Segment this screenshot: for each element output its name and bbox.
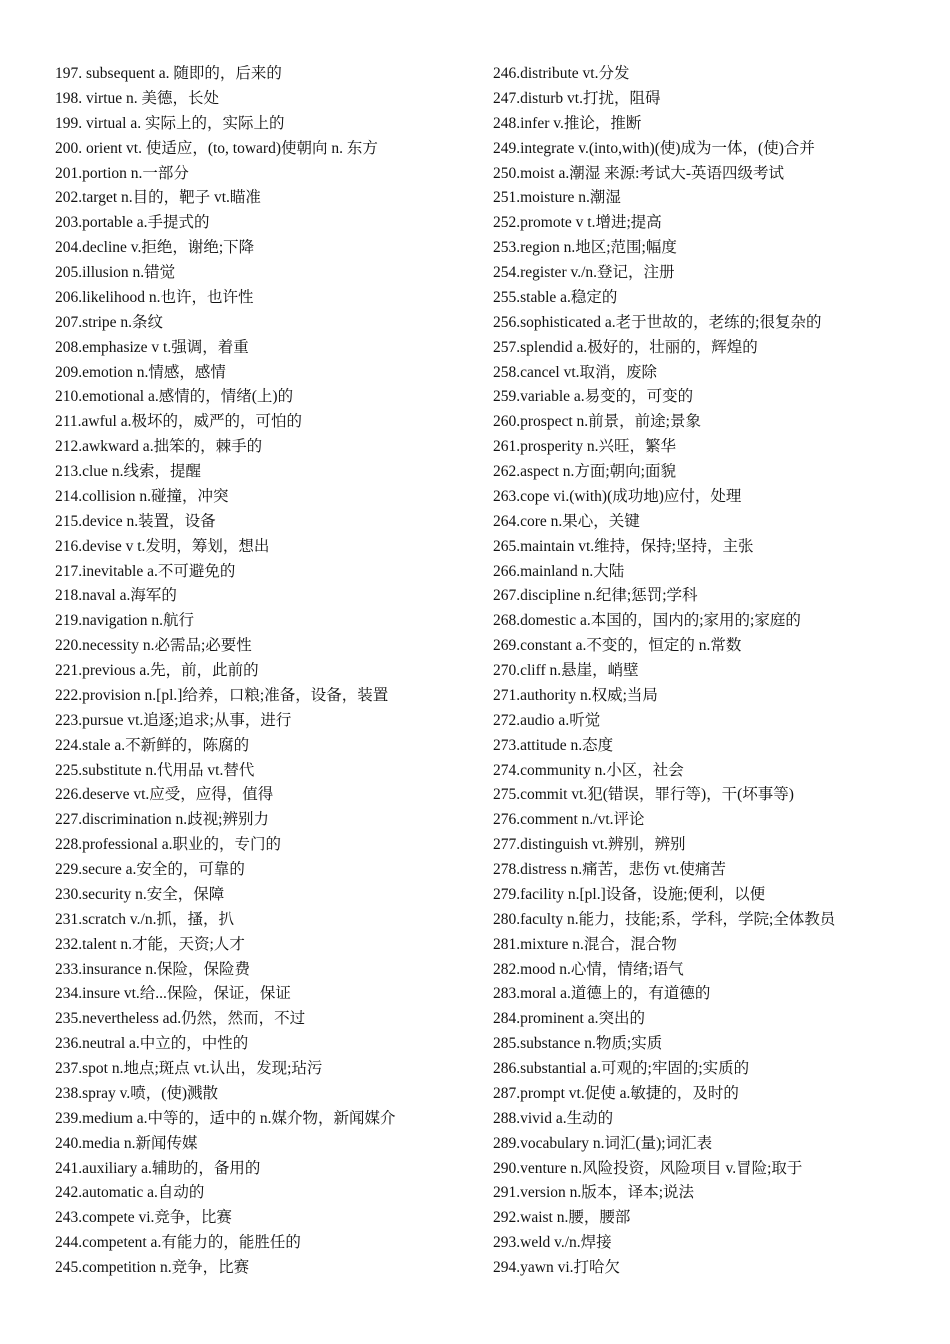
vocabulary-entry: 253.region n.地区;范围;幅度	[493, 239, 677, 257]
vocabulary-entry: 292.waist n.腰，腰部	[493, 1209, 631, 1227]
vocabulary-entry: 244.competent a.有能力的，能胜任的	[55, 1234, 301, 1252]
vocabulary-entry: 267.discipline n.纪律;惩罚;学科	[493, 587, 698, 605]
vocabulary-entry: 239.medium a.中等的，适中的 n.媒介物，新闻媒介	[55, 1109, 396, 1127]
vocabulary-entry: 235.nevertheless ad.仍然，然而，不过	[55, 1010, 306, 1028]
vocabulary-entry: 256.sophisticated a.老于世故的，老练的;很复杂的	[493, 313, 822, 331]
vocabulary-entry: 226.deserve vt.应受，应得，值得	[55, 786, 274, 804]
vocabulary-entry: 294.yawn vi.打哈欠	[493, 1259, 621, 1276]
vocabulary-entry: 260.prospect n.前景，前途;景象	[493, 413, 701, 431]
vocabulary-entry: 219.navigation n.航行	[55, 612, 195, 630]
vocabulary-entry: 258.cancel vt.取消，废除	[493, 363, 658, 381]
vocabulary-entry: 274.community n.小区，社会	[493, 761, 684, 779]
vocabulary-entry: 218.naval a.海军的	[55, 587, 177, 605]
vocabulary-entry: 197. subsequent a. 随即的，后来的	[55, 65, 282, 82]
vocabulary-entry: 247.disturb vt.打扰，阻碍	[493, 89, 661, 107]
vocabulary-entry: 261.prosperity n.兴旺，繁华	[493, 438, 676, 456]
vocabulary-entry: 280.faculty n.能力，技能;系，学科，学院;全体教员	[493, 910, 836, 928]
vocabulary-entry: 206.likelihood n.也许，也许性	[55, 288, 254, 306]
vocabulary-entry: 288.vivid a.生动的	[493, 1109, 614, 1127]
vocabulary-entry: 250.moist a.潮湿 来源:考试大-英语四级考试	[493, 164, 785, 182]
vocabulary-entry: 279.facility n.[pl.]设备，设施;便利，以便	[493, 885, 766, 903]
vocabulary-entry: 222.provision n.[pl.]给养，口粮;准备，设备，装置	[55, 686, 389, 704]
vocabulary-entry: 200. orient vt. 使适应，(to, toward)使朝向 n. 东方	[55, 139, 378, 157]
vocabulary-entry: 234.insure vt.给...保险，保证，保证	[55, 985, 291, 1003]
vocabulary-entry: 263.cope vi.(with)(成功地)应付，处理	[493, 487, 742, 505]
vocabulary-entry: 262.aspect n.方面;朝向;面貌	[493, 463, 676, 480]
vocabulary-entry: 251.moisture n.潮湿	[493, 189, 621, 207]
vocabulary-entry: 211.awful a.极坏的，威严的，可怕的	[55, 413, 302, 431]
vocabulary-entry: 209.emotion n.情感，感情	[55, 363, 226, 381]
vocabulary-entry: 276.comment n./vt.评论	[493, 811, 645, 829]
vocabulary-entry: 249.integrate v.(into,with)(使)成为一体，(使)合并	[493, 139, 815, 157]
vocabulary-entry: 241.auxiliary a.辅助的，备用的	[55, 1159, 261, 1177]
vocabulary-entry: 199. virtual a. 实际上的，实际上的	[55, 114, 285, 132]
vocabulary-entry: 248.infer v.推论，推断	[493, 114, 642, 132]
vocabulary-entry: 255.stable a.稳定的	[493, 288, 618, 306]
vocabulary-entry: 282.mood n.心情，情绪;语气	[493, 960, 684, 978]
vocabulary-entry: 208.emphasize v t.强调，着重	[55, 338, 249, 356]
vocabulary-entry: 228.professional a.职业的，专门的	[55, 836, 282, 854]
vocabulary-entry: 198. virtue n. 美德，长处	[55, 89, 220, 107]
vocabulary-entry: 287.prompt vt.促使 a.敏捷的，及时的	[493, 1084, 739, 1102]
vocabulary-entry: 290.venture n.风险投资，风险项目 v.冒险;取于	[493, 1159, 803, 1177]
vocabulary-entry: 240.media n.新闻传媒	[55, 1134, 198, 1152]
vocabulary-entry: 252.promote v t.增进;提高	[493, 214, 662, 232]
vocabulary-entry: 207.stripe n.条纹	[55, 313, 164, 331]
vocabulary-entry: 254.register v./n.登记，注册	[493, 264, 675, 281]
vocabulary-entry: 273.attitude n.态度	[493, 736, 614, 754]
right-vocabulary-column	[493, 62, 933, 1281]
vocabulary-entry: 221.previous a.先，前，此前的	[55, 662, 259, 679]
vocabulary-entry: 237.spot n.地点;斑点 vt.认出，发现;玷污	[55, 1060, 323, 1077]
vocabulary-entry: 231.scratch v./n.抓，搔，扒	[55, 910, 234, 928]
vocabulary-entry: 223.pursue vt.追逐;追求;从事，进行	[55, 711, 292, 729]
vocabulary-entry: 230.security n.安全，保障	[55, 885, 225, 903]
vocabulary-entry: 243.compete vi.竞争，比赛	[55, 1209, 232, 1227]
vocabulary-entry: 229.secure a.安全的，可靠的	[55, 861, 245, 878]
vocabulary-entry: 277.distinguish vt.辨别，辨别	[493, 836, 686, 854]
vocabulary-entry: 278.distress n.痛苦，悲伤 vt.使痛苦	[493, 861, 726, 878]
vocabulary-entry: 272.audio a.听觉	[493, 711, 601, 729]
vocabulary-entry: 281.mixture n.混合，混合物	[493, 935, 677, 953]
vocabulary-entry: 268.domestic a.本国的，国内的;家用的;家庭的	[493, 612, 801, 630]
vocabulary-entry: 293.weld v./n.焊接	[493, 1234, 612, 1252]
vocabulary-entry: 285.substance n.物质;实质	[493, 1035, 663, 1053]
vocabulary-entry: 227.discrimination n.歧视;辨别力	[55, 811, 269, 829]
vocabulary-entry: 204.decline v.拒绝，谢绝;下降	[55, 239, 255, 257]
vocabulary-entry: 215.device n.装置，设备	[55, 512, 216, 530]
vocabulary-entry: 220.necessity n.必需品;必要性	[55, 637, 252, 655]
vocabulary-entry: 210.emotional a.感情的，情绪(上)的	[55, 388, 294, 406]
vocabulary-entry: 257.splendid a.极好的，壮丽的，辉煌的	[493, 338, 758, 356]
vocabulary-entry: 266.mainland n.大陆	[493, 562, 625, 580]
vocabulary-entry: 238.spray v.喷，(使)溅散	[55, 1084, 219, 1102]
vocabulary-entry: 233.insurance n.保险，保险费	[55, 960, 251, 978]
vocabulary-entry: 202.target n.目的，靶子 vt.瞄准	[55, 189, 261, 207]
vocabulary-entry: 217.inevitable a.不可避免的	[55, 562, 236, 580]
vocabulary-entry: 205.illusion n.错觉	[55, 264, 176, 281]
vocabulary-entry: 264.core n.果心，关键	[493, 512, 640, 530]
vocabulary-entry: 270.cliff n.悬崖，峭壁	[493, 662, 639, 679]
vocabulary-entry: 283.moral a.道德上的，有道德的	[493, 985, 711, 1003]
vocabulary-entry: 212.awkward a.拙笨的，棘手的	[55, 438, 263, 456]
vocabulary-entry: 269.constant a.不变的，恒定的 n.常数	[493, 637, 742, 655]
vocabulary-entry: 275.commit vt.犯(错误，罪行等)，干(坏事等)	[493, 786, 794, 804]
vocabulary-entry: 271.authority n.权威;当局	[493, 686, 658, 704]
vocabulary-entry: 225.substitute n.代用品 vt.替代	[55, 761, 255, 779]
vocabulary-entry: 289.vocabulary n.词汇(量);词汇表	[493, 1134, 713, 1152]
vocabulary-entry: 216.devise v t.发明，筹划，想出	[55, 537, 270, 555]
vocabulary-entry: 224.stale a.不新鲜的，陈腐的	[55, 736, 250, 754]
left-vocabulary-column	[55, 62, 485, 1281]
vocabulary-entry: 203.portable a.手提式的	[55, 214, 210, 232]
vocabulary-entry: 284.prominent a.突出的	[493, 1010, 645, 1028]
vocabulary-entry: 213.clue n.线索，提醒	[55, 463, 201, 480]
vocabulary-entry: 214.collision n.碰撞，冲突	[55, 487, 229, 505]
vocabulary-entry: 232.talent n.才能，天资;人才	[55, 935, 245, 953]
vocabulary-entry: 291.version n.版本，译本;说法	[493, 1184, 695, 1202]
vocabulary-entry: 201.portion n.一部分	[55, 164, 189, 182]
vocabulary-entry: 259.variable a.易变的，可变的	[493, 388, 694, 406]
vocabulary-entry: 265.maintain vt.维持，保持;坚持，主张	[493, 537, 754, 555]
vocabulary-entry: 286.substantial a.可观的;牢固的;实质的	[493, 1060, 750, 1077]
vocabulary-entry: 246.distribute vt.分发	[493, 65, 630, 82]
vocabulary-entry: 242.automatic a.自动的	[55, 1184, 205, 1202]
vocabulary-entry: 245.competition n.竞争，比赛	[55, 1259, 250, 1276]
vocabulary-entry: 236.neutral a.中立的，中性的	[55, 1035, 249, 1053]
